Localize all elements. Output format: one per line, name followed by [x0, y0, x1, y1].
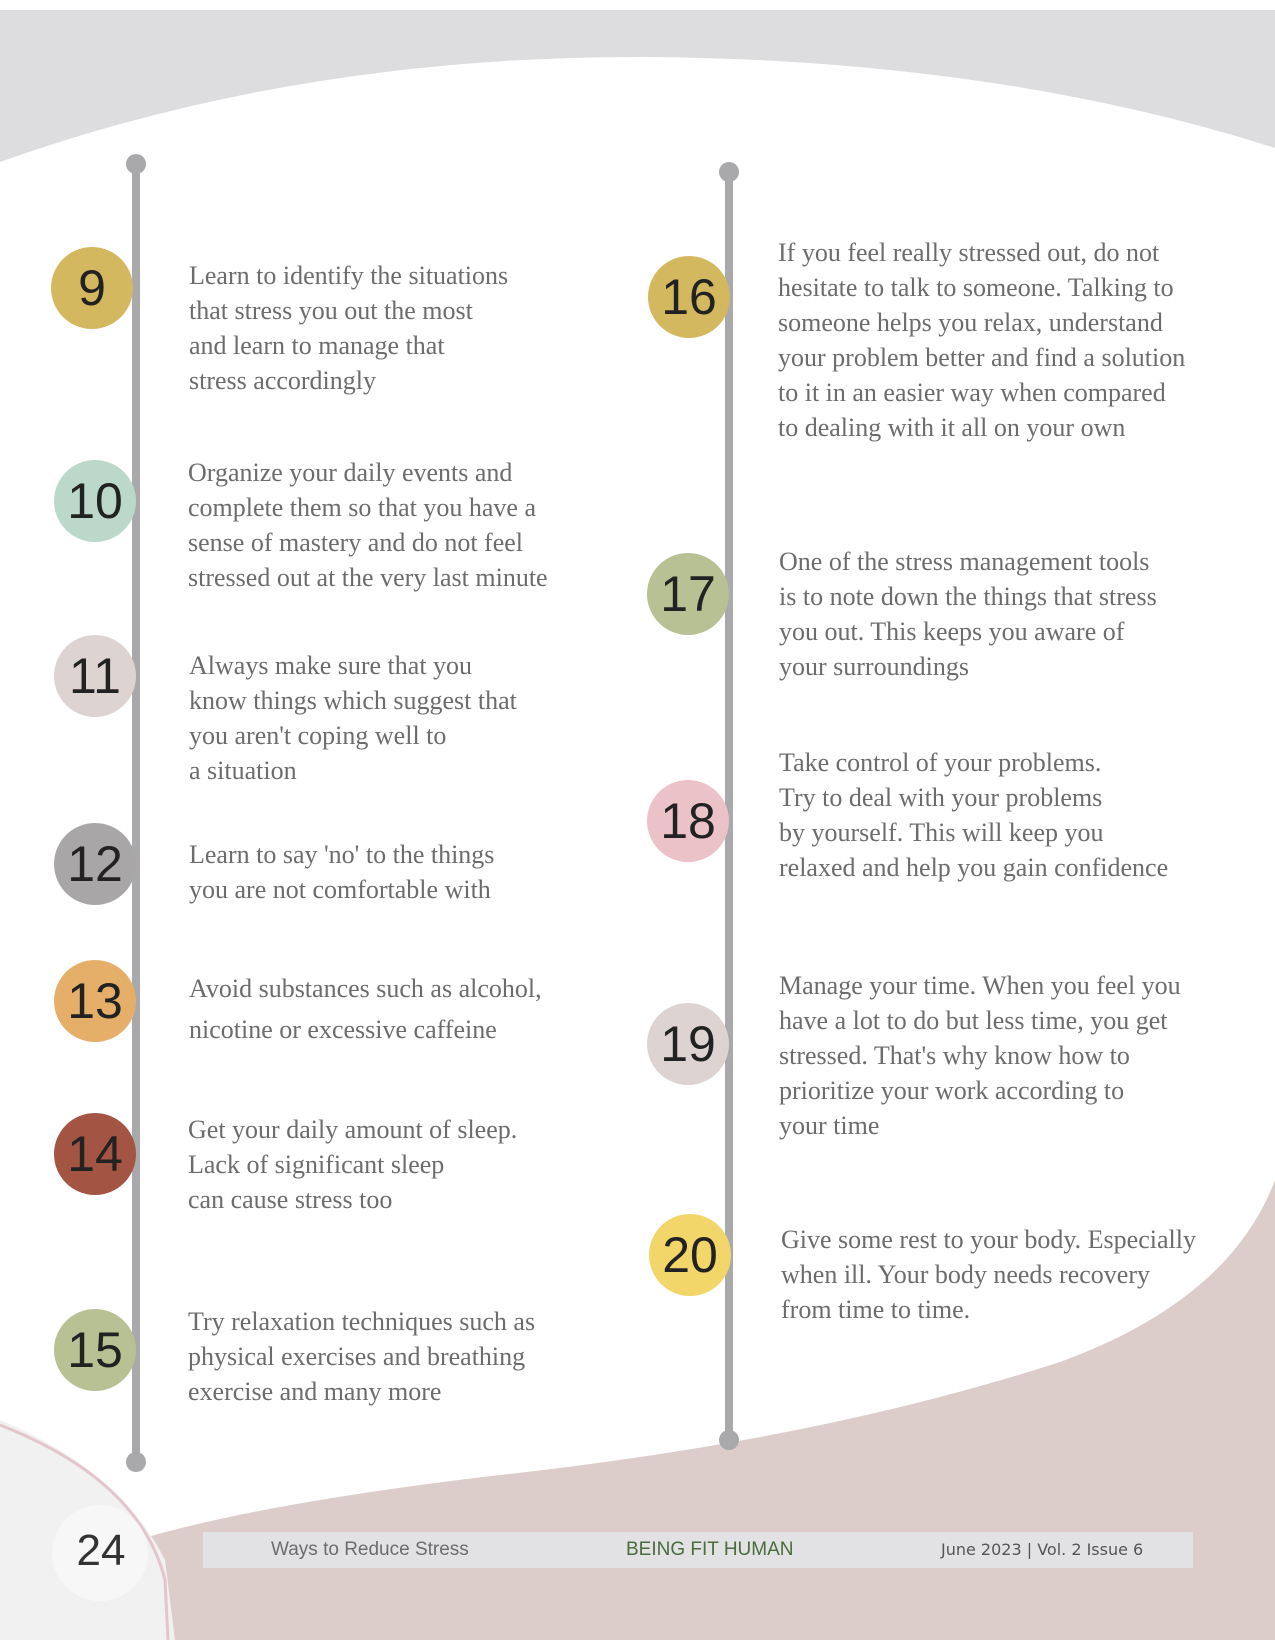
left-timeline-top-dot	[126, 154, 146, 174]
tip-text: Take control of your problems. Try to deal with your problems by yourself. This will keep you relaxed and help you gain confidence	[779, 748, 1169, 882]
tip-number-badge: 14	[54, 1113, 136, 1195]
right-timeline-bottom-dot	[719, 1430, 739, 1450]
tip-text: Manage your time. When you feel you have a lot to do but less time, you get stressed. That's why know how to prioritize your work according to your time	[779, 971, 1181, 1140]
footer-magazine-name: BEING FIT HUMAN	[626, 1539, 794, 1560]
footer-issue-info: June 2023 | Vol. 2 Issue 6	[941, 1540, 1144, 1559]
tip-text: Organize your daily events and complete them so that you have a sense of mastery and do not feel stressed out at the very last minute	[188, 458, 548, 592]
tip-text: Try relaxation techniques such as physical exercises and breathing exercise and many more	[188, 1307, 536, 1406]
tip-text: One of the stress management tools is to note down the things that stress you out. This keeps you aware of your surroundings	[779, 547, 1157, 681]
tip-number-badge: 11	[54, 635, 136, 717]
tip-text: If you feel really stressed out, do not hesitate to talk to someone. Talking to someone helps you relax, understand your problem better and find a solution to it in an easier way when compared to dealing with it all on your own	[778, 238, 1186, 442]
footer-article-title: Ways to Reduce Stress	[271, 1539, 469, 1560]
tip-text: Always make sure that you know things which suggest that you aren't coping well to a situation	[189, 651, 517, 785]
tip-number-badge: 19	[647, 1003, 729, 1085]
tip-text: Learn to say 'no' to the things you are not comfortable with	[189, 840, 495, 904]
right-timeline-top-dot	[719, 162, 739, 182]
tip-number-badge: 18	[647, 780, 729, 862]
tip-number-badge: 17	[647, 553, 729, 635]
tip-number-badge: 15	[54, 1309, 136, 1391]
left-timeline-bottom-dot	[126, 1452, 146, 1472]
tip-text: Get your daily amount of sleep. Lack of significant sleep can cause stress too	[188, 1115, 518, 1214]
tip-number-badge: 13	[54, 960, 136, 1042]
tip-text: Avoid substances such as alcohol, nicotine or excessive caffeine	[189, 974, 542, 1044]
tip-number-badge: 12	[54, 823, 136, 905]
tip-number-badge: 10	[54, 460, 136, 542]
tip-text: Learn to identify the situations that stress you out the most and learn to manage that stress accordingly	[189, 261, 509, 395]
tip-number-badge: 9	[51, 247, 133, 329]
tip-number-badge: 20	[649, 1214, 731, 1296]
tip-text: Give some rest to your body. Especially when ill. Your body needs recovery from time to time.	[781, 1225, 1196, 1324]
left-timeline-line	[132, 163, 140, 1463]
footer-bar	[203, 1532, 1193, 1568]
tip-number-badge: 16	[648, 256, 730, 338]
page-number: 24	[76, 1526, 126, 1575]
